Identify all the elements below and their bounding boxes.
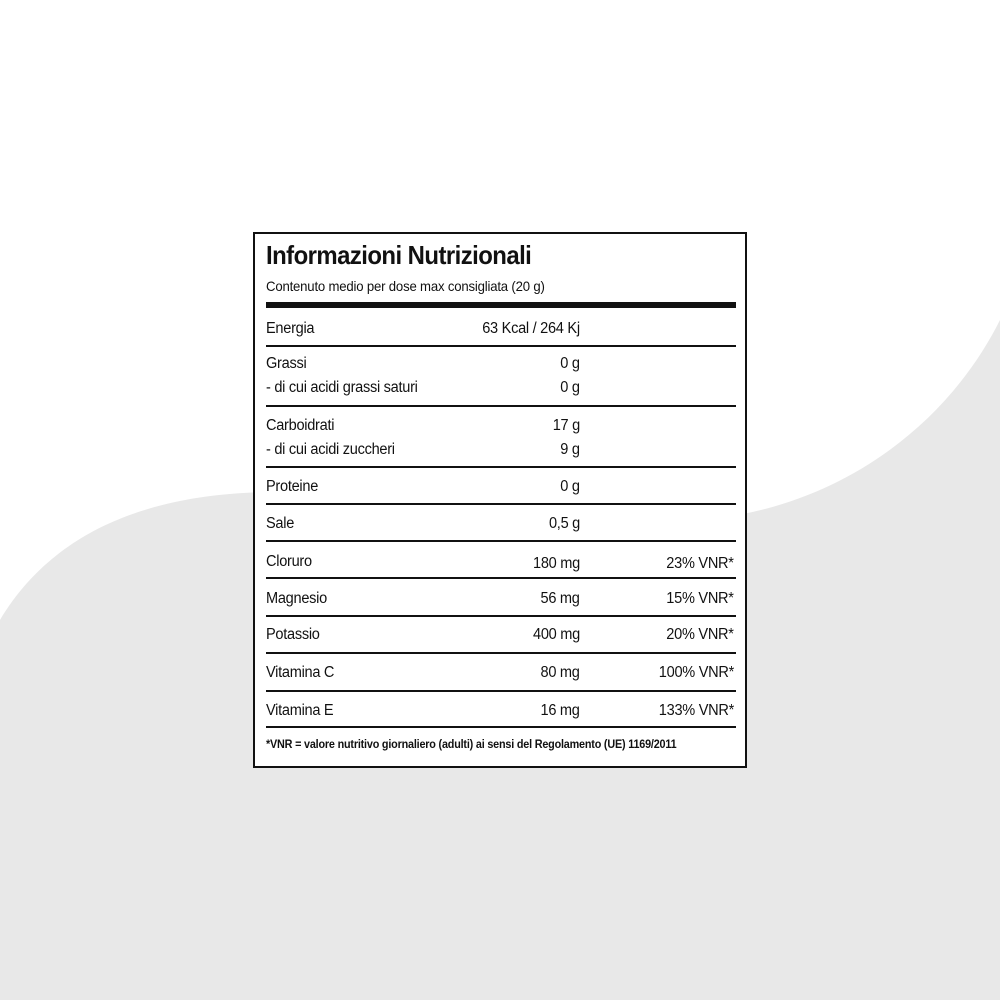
- sale-value: 0,5 g: [548, 515, 580, 532]
- energia-label: Energia: [266, 320, 315, 337]
- row-divider: [266, 503, 736, 505]
- row-divider: [266, 466, 736, 468]
- row-divider: [266, 690, 736, 692]
- zuccheri-label: - di cui acidi zuccheri: [266, 441, 395, 458]
- grassi-saturi-label: - di cui acidi grassi saturi: [266, 379, 418, 396]
- magnesio-label: Magnesio: [266, 590, 327, 607]
- vitamina-c-vnr: 100% VNR*: [658, 664, 734, 681]
- header-divider: [266, 302, 736, 308]
- row-divider: [266, 726, 736, 728]
- proteine-value: 0 g: [560, 478, 580, 495]
- vitamina-e-value: 16 mg: [540, 702, 580, 719]
- nutrition-facts-panel: [253, 232, 747, 768]
- potassio-vnr: 20% VNR*: [666, 626, 734, 643]
- row-divider: [266, 540, 736, 542]
- sale-label: Sale: [266, 515, 295, 532]
- serving-description: Contenuto medio per dose max consigliata (20 g): [266, 278, 545, 294]
- energia-value: 63 Kcal / 264 Kj: [482, 320, 580, 337]
- grassi-saturi-value: 0 g: [560, 379, 580, 396]
- row-divider: [266, 577, 736, 579]
- proteine-label: Proteine: [266, 478, 319, 495]
- row-divider: [266, 652, 736, 654]
- nutrition-title: Informazioni Nutrizionali: [266, 240, 532, 270]
- magnesio-vnr: 15% VNR*: [666, 590, 734, 607]
- row-divider: [266, 405, 736, 407]
- cloruro-vnr: 23% VNR*: [666, 555, 734, 572]
- vitamina-c-value: 80 mg: [540, 664, 580, 681]
- cloruro-label: Cloruro: [266, 553, 312, 570]
- vnr-footnote: *VNR = valore nutritivo giornaliero (adulti) ai sensi del Regolamento (UE) 1169/2011: [266, 739, 677, 751]
- potassio-value: 400 mg: [533, 626, 580, 643]
- row-divider: [266, 345, 736, 347]
- cloruro-value: 180 mg: [533, 555, 580, 572]
- grassi-value: 0 g: [560, 355, 580, 372]
- vitamina-e-vnr: 133% VNR*: [658, 702, 734, 719]
- row-divider: [266, 615, 736, 617]
- carboidrati-label: Carboidrati: [266, 417, 335, 434]
- vitamina-c-label: Vitamina C: [266, 664, 335, 681]
- magnesio-value: 56 mg: [540, 590, 580, 607]
- vitamina-e-label: Vitamina E: [266, 702, 334, 719]
- carboidrati-value: 17 g: [552, 417, 580, 434]
- potassio-label: Potassio: [266, 626, 320, 643]
- zuccheri-value: 9 g: [560, 441, 580, 458]
- grassi-label: Grassi: [266, 355, 307, 372]
